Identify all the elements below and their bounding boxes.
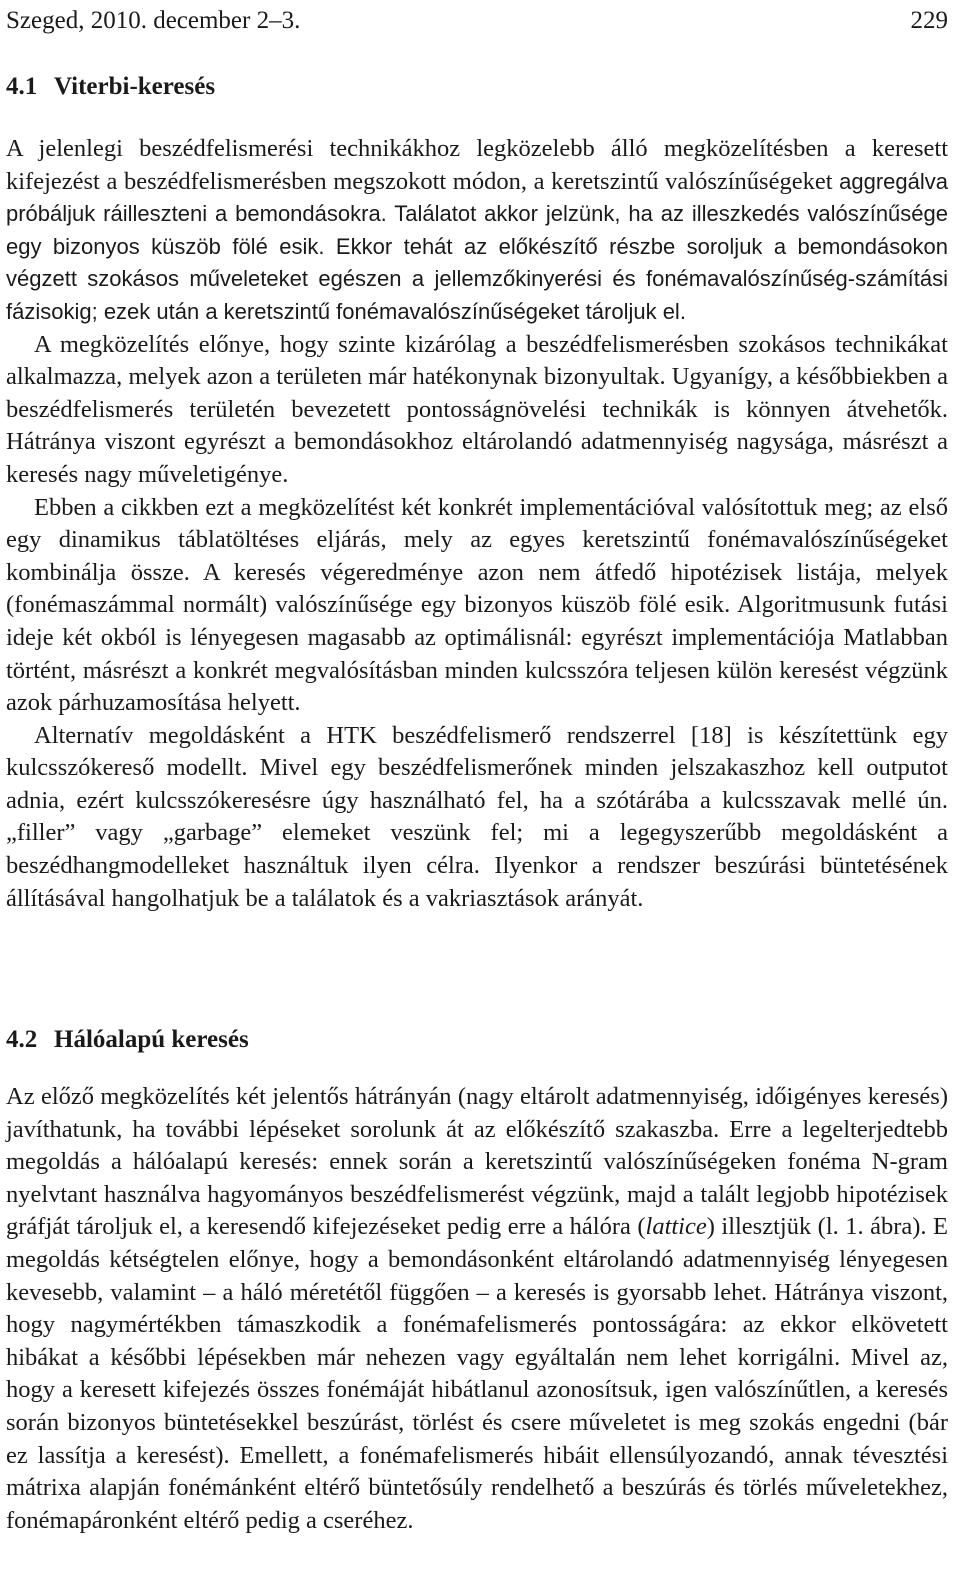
section-heading-4-2 xyxy=(6,1023,249,1057)
paragraph-text: Az előző megközelítés két jelentős hátrányán (nagy eltárolt adatmennyiség, időigényes keresés) javíthatunk, ha további lépéseket sorolunk át az előkészítő szakaszba. Erre a legelterjedtebb megoldás a hálóalapú keresés: ennek során a keretszintű valószínűségeken fonéma N-gram nyelvtant használva hagyományos beszédfelismerést végzünk, majd a talált legjobb hipotézisek gráfját tároljuk el, a keresendő kifejezéseket pedig erre a hálóra ( xyxy=(6,1083,948,1241)
paragraph: Alternatív megoldásként a HTK beszédfelismerő rendszerrel [18] is készítettünk egy kulcsszókereső modellt. Mivel egy beszédfelismerőnek minden jelszakaszhoz kell outputot adnia, ezért kulcsszókeresésre úgy használható fel, ha a szótárába a kulcsszavak mellé ún. „filler” vagy „garbage” elemeket veszünk fel; mi a legegyszerűbb megoldásként a beszédhangmodelleket használtuk ilyen célra. Ilyenkor a rendszer beszúrási büntetésének állításával hangolhatjuk be a találatok és a vakriasztások arányát. xyxy=(6,721,948,912)
section-heading-4-1 xyxy=(6,70,215,104)
italic-term: lattice xyxy=(645,1213,707,1241)
section-4-2-body xyxy=(6,1081,948,1537)
section-title: Hálóalapú keresés xyxy=(54,1026,249,1053)
section-number: 4.2 xyxy=(6,1026,38,1053)
paragraph-text: ) illesztjük (l. 1. ábra). E megoldás kétségtelen előnye, hogy a bemondásonként eltárolandó adatmennyiség lényegesen kevesebb, valamint – a háló méretétől függően – a keresés is gyorsabb lehet. Hátránya viszont, hogy nagymértékben támaszkodik a fonémafelismerés pontosságára: az ekkor elkövetett hibákat a későbbi lépésekben már nehezen vagy egyáltalán nem lehet korrigálni. Mivel az, hogy a keresett kifejezés összes fonémáját hibátlanul azonosítsuk, igen valószínűtlen, a keresés során bizonyos büntetésekkel beszúrást, törlést és csere műveletet is meg szokás engedni (bár ez lassítja a keresést). Emellett, a fonémafelismerés hibáit ellensúlyozandó, annak tévesztési mátrixa alapján fonémánként eltérő büntetősúly rendelhető a beszúrás és törlés műveletekhez, fonémapáronként eltérő pedig a cseréhez. xyxy=(6,1213,948,1534)
header-page-number: 229 xyxy=(910,7,948,34)
running-header xyxy=(6,4,948,38)
paragraph: Ebben a cikkben ezt a megközelítést két konkrét implementációval valósítottuk meg; az első egy dinamikus táblatöltéses eljárás, mely az egyes keretszintű fonémavalószínűségeket kombinálja össze. A keresés végeredménye azon nem átfedő hipotézisek listája, melyek (fonémaszámmal normált) valószínűsége egy bizonyos küszöb fölé esik. Algoritmusunk futási ideje két okból is lényegesen magasabb az optimálisnál: egyrészt implementációja Matlabban történt, másrészt a konkrét megvalósításban minden kulcsszóra teljesen külön keresést végzünk azok párhuzamosítása helyett. xyxy=(6,493,948,717)
header-venue: Szeged, 2010. december 2–3. xyxy=(6,7,301,34)
paragraph: A megközelítés előnye, hogy szinte kizárólag a beszédfelismerésben szokásos technikákat alkalmazza, melyek azon a területen már hatékonynak bizonyultak. Ugyanígy, a későbbiekben a beszédfelismerés területén bevezetett pontosságnövelési technikák is könnyen átvehetők. Hátránya viszont egyrészt a bemondásokhoz eltárolandó adatmennyiség nagysága, másrészt a keresés nagy műveletigénye. xyxy=(6,330,948,488)
paragraph xyxy=(6,1081,948,1537)
section-4-1-body xyxy=(6,133,948,915)
paragraph-text: A jelenlegi beszédfelismerési technikákhoz legközelebb álló megközelítésben a keresett kifejezést a beszédfelismerésben megszokott módon, a keretszintű valószínűségeket xyxy=(6,135,948,195)
section-number: 4.1 xyxy=(6,73,38,100)
paragraph-text-sans: aggregálva próbáljuk ráilleszteni a bemondásokra. Találatot akkor jelzünk, ha az illeszkedés valószínűsége egy bizonyos küszöb fölé esik. Ekkor tehát az előkészítő részbe soroljuk a bemondásokon végzett szokásos műveleteket egészen a jellemzőkinyerési és fonémavalószínűség-számítási fázisokig; ezek után a keretszintű fonémavalószínűségeket tároljuk el. xyxy=(6,168,948,324)
section-title: Viterbi-keresés xyxy=(54,73,216,100)
paragraph xyxy=(6,133,948,329)
